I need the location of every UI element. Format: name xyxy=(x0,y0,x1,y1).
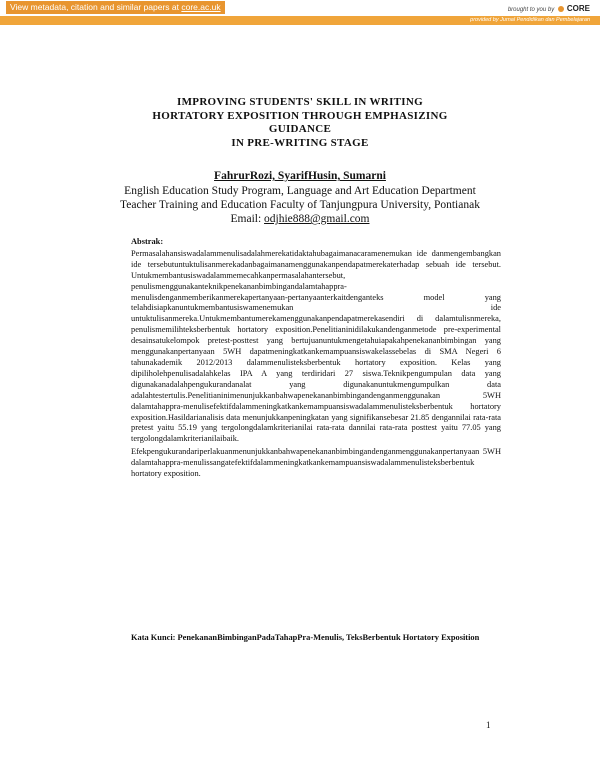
core-site-link[interactable]: core.ac.uk xyxy=(181,2,221,12)
keywords-label: Kata Kunci: xyxy=(131,633,178,642)
page-number: 1 xyxy=(486,720,491,730)
core-metadata-link[interactable] xyxy=(6,1,225,14)
provider-text: provided by Jurnal Pendidikan dan Pembelajaran xyxy=(470,17,590,23)
core-link-prefix: View metadata, citation and similar papers at xyxy=(10,2,182,12)
provider-bar xyxy=(0,16,600,25)
author-email-line xyxy=(0,212,600,226)
core-logo-icon xyxy=(558,6,564,12)
abstract-paragraph: Efekpengukurandariperlakuanmenunjukkanbahwapenekananbimbingandenganmenggunakanpertanyaan 5WH dalamtahappra-menulissangatefektifdalammeningkatkankemampuansiswadalammenulisteksberbentuk hortatory exposition. xyxy=(131,447,501,479)
affiliation-department: English Education Study Program, Language and Art Education Department xyxy=(124,185,476,197)
core-logo-text[interactable]: CORE xyxy=(566,4,590,13)
paper-title xyxy=(150,96,450,150)
email-label: Email: xyxy=(230,213,265,225)
paper-authors: FahrurRozi, SyarifHusin, Sumarni xyxy=(214,170,386,182)
keywords-section xyxy=(131,632,501,643)
title-line: GUIDANCE xyxy=(268,123,332,135)
abstract-heading: Abstrak: xyxy=(131,237,164,246)
core-brought-by xyxy=(508,4,590,13)
affiliation-faculty: Teacher Training and Education Faculty of Tanjungpura University, Pontianak xyxy=(120,199,480,211)
title-line: IN PRE-WRITING STAGE xyxy=(231,136,369,149)
brought-by-text: brought to you by xyxy=(507,7,555,13)
core-banner xyxy=(0,0,600,16)
title-line: HORTATORY EXPOSITION THROUGH EMPHASIZING xyxy=(152,109,448,122)
keywords-value: PenekananBimbinganPadaTahapPra-Menulis, TeksBerbentuk Hortatory Exposition xyxy=(177,633,480,642)
abstract-paragraph: Permasalahansiswadalammenulisadalahmerekatidaktahubagaimanacaramenemukan ide danmengembangkan ide tersebutuntuktulisanmerekadanbagaimanamenggunakanpendapatmerekaterhadap sebuah ide tersebut. Untukmembantusiswadalammemecahkanpermasalahantersebut, penulismenggunakanteknikpenekananbimbingandalamtahappra-menulisdenganmemberikanmerekapertanyaan-pertanyaanterkaitdenganteks model yang telahdisiapkanuntukmembantusiswamenemukan ide untuktulisanmereka.Untukmembantumerekamenggunakanpendapatmerekasendiri di dalamtulisnmereka, penulismemilihteksberbentuk hortatory exposition.Penelitianinidilakukandenganmetode pre-experimental desainsatukelompok pretest-posttest yang bertujuanuntukmengetahuiapakahpenekananbimbingan yang menggunakanpertanyaan 5WH dapatmeningkatkankemampuansiswakelassebelas di SMA Negeri 6 tahunakademik 2012/2013 dalammenulisteksberbentuk hortatory exposition. Kelas yang dipiliholehpenulisadalahkelas IPA A yang terdiridari 27 siswa.Teknikpengumpulan data yang digunakanadalahpengukurandanalat yang digunakanuntukmengumpulkan data adalahtestertulis.Penelitianinimenunjukkanbahwapenekananbimbingandenganmenggunakan 5WH dalamtahappra-menulisefektifdalammeningkatkankemampuansiswadalammenulisteksberbentuk hortatory exposition.Hasildarianalisis data menunjukkanpeningkatan yang signifikansebesar 21.85 dengannilai rata-rata pretest yaitu 55.19 yang tergolongdalamkriterianilai rata-rata dannilai rata-rata posttest yaitu 77.05 yang tergolongdalamkriterianilaibaik. xyxy=(131,248,501,444)
title-line: IMPROVING STUDENTS' SKILL IN WRITING xyxy=(177,96,423,108)
email-link[interactable]: odjhie888@gmail.com xyxy=(264,213,370,225)
abstract-section xyxy=(131,237,501,480)
